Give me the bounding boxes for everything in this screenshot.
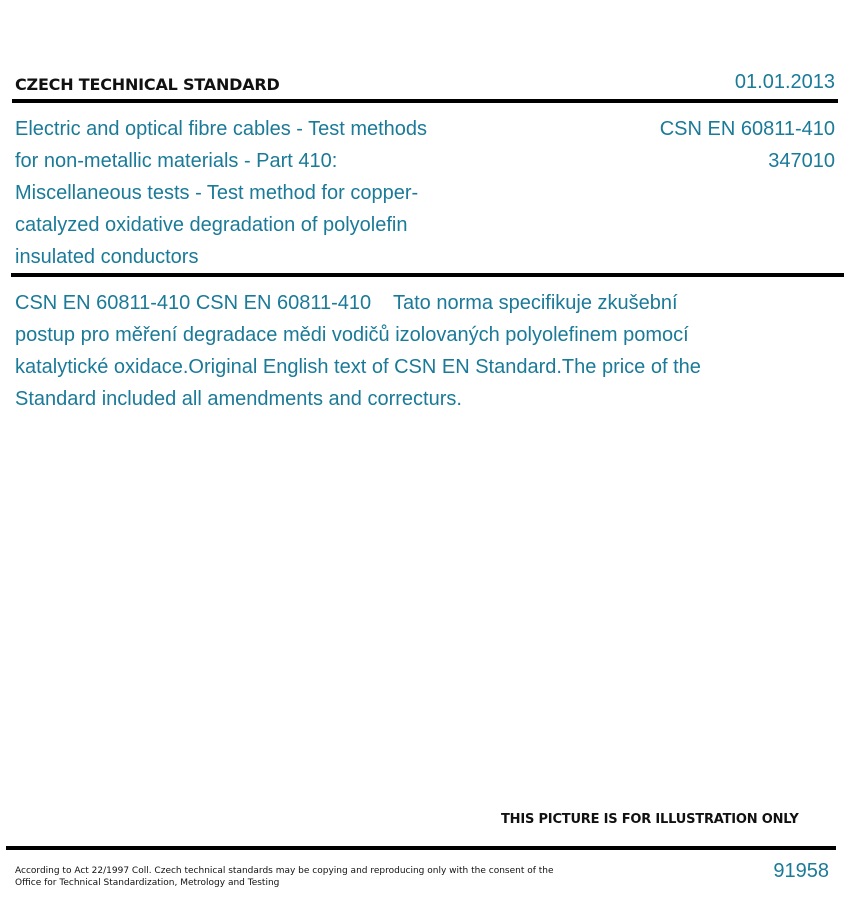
title-divider [11,273,844,277]
header-divider [12,99,838,103]
standard-code: CSN EN 60811-410 [659,118,835,140]
standard-header-label: CZECH TECHNICAL STANDARD [15,75,280,94]
standard-description: CSN EN 60811-410 CSN EN 60811-410 Tato norma specifikuje zkušební postup pro měření degradace mědi vodičů izolovaných polyolefinem pomocí katalytické oxidace.Original English text of CSN EN Standard.The price of the Standard included all amendments and correcturs. [15,292,707,410]
document-id: 91958 [773,860,829,882]
publication-date: 01.01.2013 [734,71,835,93]
standard-title: Electric and optical fibre cables - Test methods for non-metallic materials - Part 410: Miscellaneous tests - Test method for copper-catalyzed oxidative degradation of polyolefin insulated conductors [15,118,428,268]
classification-number: 347010 [768,150,835,172]
footer-divider [6,846,836,850]
illustration-note: THIS PICTURE IS FOR ILLUSTRATION ONLY [501,812,799,827]
legal-notice: According to Act 22/1997 Coll. Czech technical standards may be copying and reproducing only with the consent of the Office for Technical Standardization, Metrology and Testing [15,866,554,888]
